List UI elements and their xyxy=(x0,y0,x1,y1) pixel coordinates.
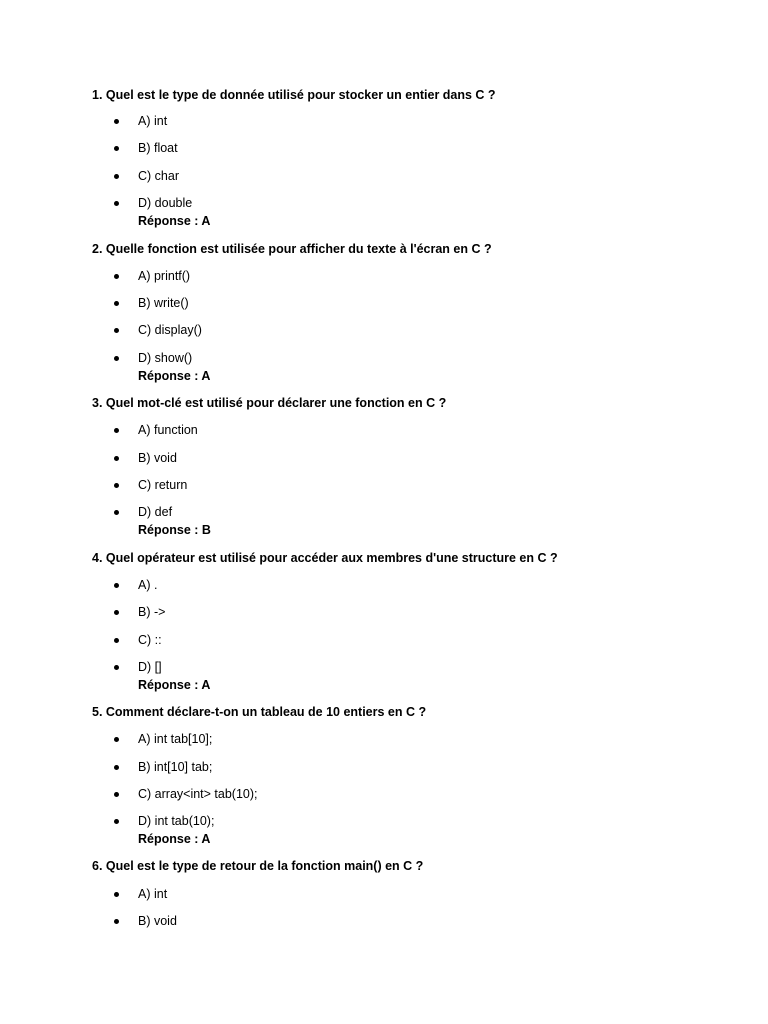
question-1-option-a: A) int xyxy=(138,114,168,128)
question-6-title: 6. Quel est le type de retour de la fonction main() en C ? xyxy=(92,859,424,873)
question-1-option-c: C) char xyxy=(138,169,179,183)
question-5-answer: Réponse : A xyxy=(138,832,211,846)
question-1-option-b: B) float xyxy=(138,141,178,155)
question-5-option-a: A) int tab[10]; xyxy=(138,732,213,746)
question-3-option-c: C) return xyxy=(138,478,188,492)
bullet-icon xyxy=(114,765,119,770)
bullet-icon xyxy=(114,638,119,643)
bullet-icon xyxy=(114,483,119,488)
bullet-icon xyxy=(114,792,119,797)
bullet-icon xyxy=(114,274,119,279)
bullet-icon xyxy=(114,737,119,742)
question-5-title: 5. Comment déclare-t-on un tableau de 10 entiers en C ? xyxy=(92,705,427,719)
question-3-option-d: D) def xyxy=(138,505,173,519)
question-6-option-b: B) void xyxy=(138,914,177,928)
bullet-icon xyxy=(114,301,119,306)
question-1-option-d: D) double xyxy=(138,196,193,210)
bullet-icon xyxy=(114,119,119,124)
question-4-title: 4. Quel opérateur est utilisé pour accéder aux membres d'une structure en C ? xyxy=(92,551,558,565)
bullet-icon xyxy=(114,174,119,179)
bullet-icon xyxy=(114,892,119,897)
question-2-option-a: A) printf() xyxy=(138,269,191,283)
question-3-title: 3. Quel mot-clé est utilisé pour déclarer une fonction en C ? xyxy=(92,396,447,410)
bullet-icon xyxy=(114,665,119,670)
bullet-icon xyxy=(114,328,119,333)
question-3-option-a: A) function xyxy=(138,423,198,437)
question-4-option-b: B) -> xyxy=(138,605,166,619)
question-1-title: 1. Quel est le type de donnée utilisé pour stocker un entier dans C ? xyxy=(92,88,496,102)
bullet-icon xyxy=(114,356,119,361)
question-5-option-b: B) int[10] tab; xyxy=(138,760,213,774)
bullet-icon xyxy=(114,819,119,824)
question-2-answer: Réponse : A xyxy=(138,369,211,383)
question-2-option-c: C) display() xyxy=(138,323,202,337)
bullet-icon xyxy=(114,510,119,515)
bullet-icon xyxy=(114,919,119,924)
bullet-icon xyxy=(114,428,119,433)
question-6-option-a: A) int xyxy=(138,887,168,901)
question-1-answer: Réponse : A xyxy=(138,214,211,228)
question-3-answer: Réponse : B xyxy=(138,523,211,537)
question-4-answer: Réponse : A xyxy=(138,678,211,692)
question-4-option-c: C) :: xyxy=(138,633,162,647)
question-5-option-c: C) array<int> tab(10); xyxy=(138,787,258,801)
question-2-title: 2. Quelle fonction est utilisée pour afficher du texte à l'écran en C ? xyxy=(92,242,492,256)
bullet-icon xyxy=(114,201,119,206)
question-2-option-b: B) write() xyxy=(138,296,189,310)
question-4-option-a: A) . xyxy=(138,578,158,592)
question-5-option-d: D) int tab(10); xyxy=(138,814,215,828)
question-3-option-b: B) void xyxy=(138,451,177,465)
question-4-option-d: D) [] xyxy=(138,660,162,674)
bullet-icon xyxy=(114,583,119,588)
question-2-option-d: D) show() xyxy=(138,351,193,365)
bullet-icon xyxy=(114,610,119,615)
bullet-icon xyxy=(114,456,119,461)
bullet-icon xyxy=(114,146,119,151)
